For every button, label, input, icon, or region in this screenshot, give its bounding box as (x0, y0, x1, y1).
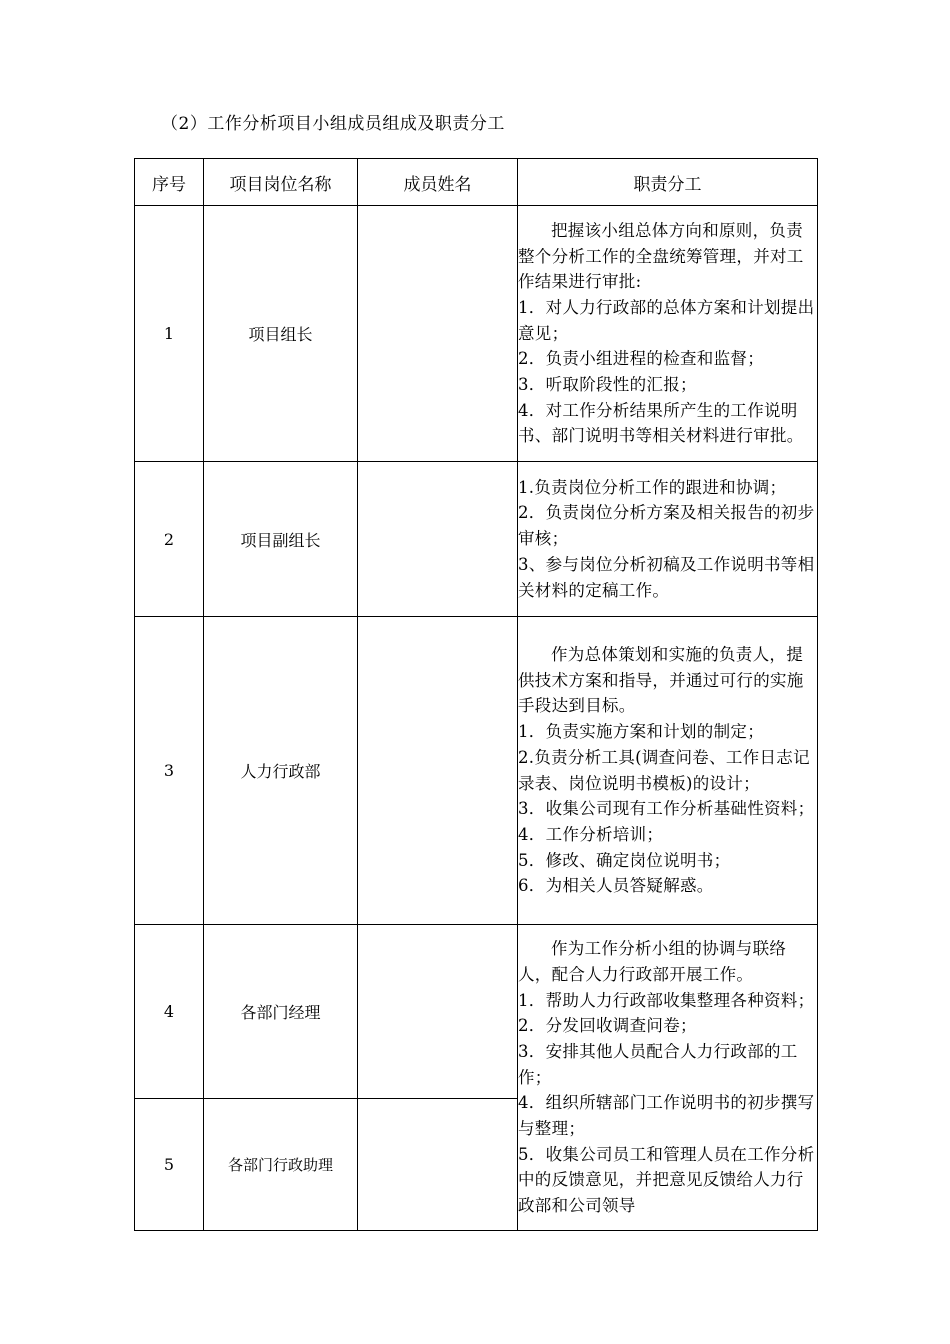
table-row (135, 925, 818, 1099)
section-heading: （2）工作分析项目小组成员组成及职责分工 (161, 114, 505, 134)
row-number: 3 (135, 617, 204, 925)
member-name (358, 1099, 518, 1231)
row-number: 5 (135, 1099, 204, 1231)
duty-line: 3、参与岗位分析初稿及工作说明书等相关材料的定稿工作。 (518, 554, 815, 600)
duties-cell (518, 617, 818, 925)
duty-line: 2．负责小组进程的检查和监督； (518, 349, 764, 369)
position-name: 各部门经理 (204, 925, 358, 1099)
duty-line: 作为工作分析小组的协调与联络人，配合人力行政部开展工作。 (518, 939, 787, 984)
responsibility-table (134, 158, 818, 1231)
duty-line: 1．对人力行政部的总体方案和计划提出意见； (518, 297, 815, 343)
duty-line: 3．安排其他人员配合人力行政部的工作； (518, 1041, 798, 1087)
member-name (358, 462, 518, 617)
duty-line: 5．收集公司员工和管理人员在工作分析中的反馈意见，并把意见反馈给人力行政部和公司领导 (518, 1144, 815, 1216)
row-number: 4 (135, 925, 204, 1099)
row-number: 2 (135, 462, 204, 617)
duty-line: 6．为相关人员答疑解惑。 (518, 876, 714, 896)
duty-line: 把握该小组总体方向和原则，负责整个分析工作的全盘统筹管理，并对工作结果进行审批: (518, 220, 804, 292)
table-row (135, 206, 818, 462)
header-no: 序号 (135, 159, 204, 206)
duty-line: 3．听取阶段性的汇报； (518, 375, 697, 395)
duty-line: 2.负责分析工具(调查问卷、工作日志记录表、岗位说明书模板)的设计； (518, 747, 810, 793)
table-row (135, 617, 818, 925)
duty-line: 2．负责岗位分析方案及相关报告的初步审核； (518, 503, 815, 549)
duty-line: 1.负责岗位分析工作的跟进和协调； (518, 477, 787, 497)
duties-cell (518, 206, 818, 462)
member-name (358, 617, 518, 925)
position-name: 项目组长 (204, 206, 358, 462)
position-name: 人力行政部 (204, 617, 358, 925)
duty-line: 1．负责实施方案和计划的制定； (518, 722, 764, 742)
table-row (135, 462, 818, 617)
header-position: 项目岗位名称 (204, 159, 358, 206)
duty-line: 5．修改、确定岗位说明书； (518, 850, 731, 870)
duties-cell (518, 462, 818, 617)
duty-line: 4．对工作分析结果所产生的工作说明书、部门说明书等相关材料进行审批。 (518, 400, 804, 446)
duty-line: 4．组织所辖部门工作说明书的初步撰写与整理； (518, 1093, 815, 1139)
row-number: 1 (135, 206, 204, 462)
member-name (358, 925, 518, 1099)
position-name: 项目副组长 (204, 462, 358, 617)
duty-line: 2．分发回收调查问卷； (518, 1016, 697, 1036)
duty-line: 4．工作分析培训； (518, 824, 664, 844)
header-duties: 职责分工 (518, 159, 818, 206)
member-name (358, 206, 518, 462)
position-name: 各部门行政助理 (204, 1099, 358, 1231)
duties-cell (518, 925, 818, 1231)
table-header-row (135, 159, 818, 206)
header-member: 成员姓名 (358, 159, 518, 206)
duty-line: 作为总体策划和实施的负责人，提供技术方案和指导，并通过可行的实施手段达到目标。 (518, 644, 804, 716)
duty-line: 1．帮助人力行政部收集整理各种资料； (518, 990, 815, 1010)
duty-line: 3．收集公司现有工作分析基础性资料； (518, 799, 815, 819)
